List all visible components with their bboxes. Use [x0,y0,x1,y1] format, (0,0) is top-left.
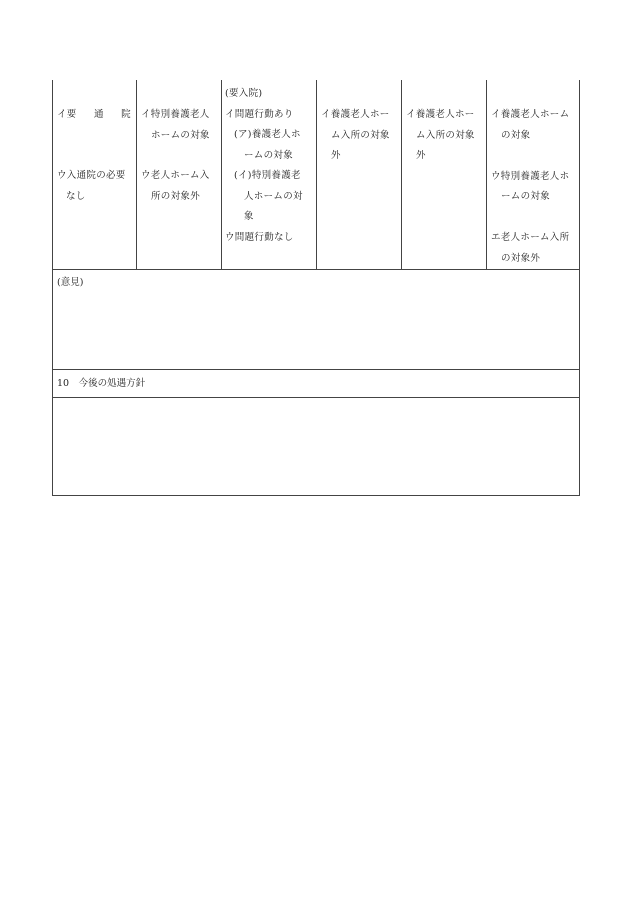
col5-content [406,105,475,167]
cell-line: ム入所の対象 [331,129,390,141]
col2-item-b [141,166,210,207]
row-divider [52,397,580,398]
column-divider [136,80,137,270]
cell-line: の対象外 [501,252,541,264]
cell-line: イ養護老人ホーム [491,109,570,120]
opinion-label: (意見) [57,277,84,288]
table-border-right [579,80,580,496]
col1-item-a-part: 通 [93,109,104,120]
column-divider [316,80,317,270]
cell-line: (要入院) [225,88,263,99]
cell-line: ウ老人ホーム入 [141,170,210,181]
cell-line: イ養護老人ホー [406,109,475,120]
cell-line: (イ)特別養護老 [234,170,301,181]
cell-line: 人ホームの対 [244,190,303,202]
row-divider [52,369,580,370]
cell-line: ウ特別養護老人ホ [491,170,570,182]
col2-item-a [141,105,210,146]
col4-content [321,105,390,167]
cell-line: 所の対象外 [151,190,201,202]
cell-line [491,208,569,229]
cell-line: なし [66,190,86,202]
col1-item-a-part: 院 [121,109,131,120]
table-border-bottom [52,495,580,496]
col1-item-a [57,105,131,126]
cell-line: 外 [331,150,341,161]
assessment-table [52,80,580,496]
cell-line [491,146,569,167]
row-divider [52,269,580,270]
cell-line: イ問題行動あり [225,108,294,120]
column-divider [221,80,222,270]
col6-content [491,105,569,269]
cell-line: エ老人ホーム入所 [491,232,570,243]
cell-line: の対象 [501,129,531,141]
cell-line: イ特別養護老人 [141,109,210,120]
section-10-title: 10 今後の処遇方針 [57,378,146,389]
cell-line: ウ入通院の必要 [57,170,126,181]
cell-line: 象 [244,211,254,222]
column-divider [486,80,487,270]
col1-item-a-part: イ要 [57,109,77,120]
cell-line: ウ問題行動なし [225,231,294,243]
cell-line: 外 [416,150,426,161]
col1-item-b [57,166,126,207]
cell-line: (ア)養護老人ホ [234,129,301,140]
cell-line: ームの対象 [501,191,551,202]
cell-line: ホームの対象 [151,129,210,141]
cell-line: ームの対象 [244,149,294,161]
cell-line: イ養護老人ホー [321,109,390,120]
cell-line: ム入所の対象 [416,129,475,141]
table-border-left [52,80,53,496]
col3-content [225,84,303,248]
column-divider [401,80,402,270]
